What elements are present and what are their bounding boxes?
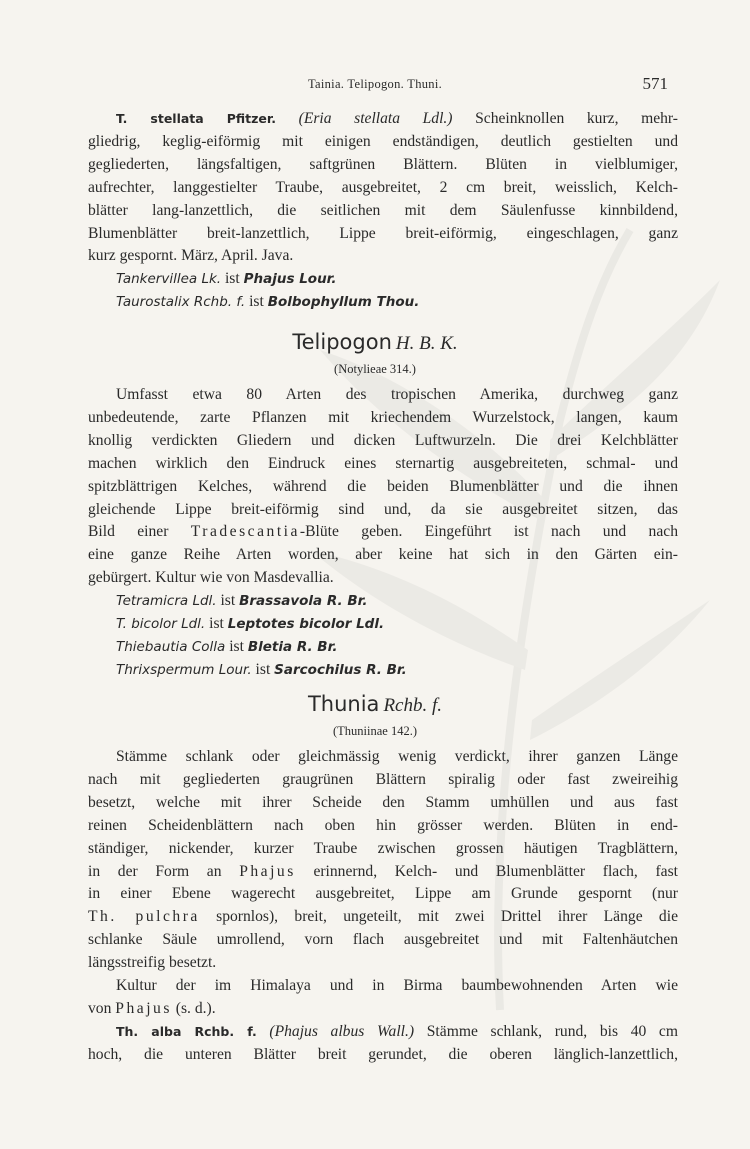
- text-line: Stämme schlank oder gleichmässig wenig verdickt, ihrer ganzen Länge: [116, 748, 678, 765]
- genus-author: Rchb. f.: [383, 695, 443, 716]
- text-line: Blumenblätter breit-lanzettlich, Lippe breit-eiförmig, eingeschlagen, ganz: [88, 224, 678, 242]
- text-fragment: spornlos), breit, ungeteilt, mit zwei Drittel ihrer Länge die: [199, 908, 678, 926]
- text-line: Umfasst etwa 80 Arten des tropischen Amerika, durchweg ganz: [116, 386, 678, 403]
- ref-ist: ist: [216, 592, 240, 610]
- text-fragment: (s. d.).: [171, 999, 216, 1017]
- ref-genus: Tetramicra Ldl.: [116, 593, 217, 610]
- ref-target: Bolbophyllum Thou.: [267, 294, 420, 311]
- text-line: [88, 1021, 678, 1044]
- page-number: 571: [642, 74, 668, 93]
- genus-spaced: Phajus: [239, 862, 296, 880]
- text-line: [88, 906, 678, 929]
- ref-target: Leptotes bicolor Ldl.: [227, 616, 385, 633]
- text-line: unbedeutende, zarte Pflanzen mit kriechendem Wurzelstock, langen, kaum: [88, 408, 678, 426]
- genus-author: H. B. K.: [395, 333, 458, 354]
- ref-genus: Thrixspermum Lour.: [116, 661, 252, 678]
- text-line: spitzblättrigen Kelches, während die beiden Blumenblätter und die ihnen: [88, 477, 678, 495]
- genus-heading-telipogon: [0, 330, 750, 355]
- text-line: aufrechter, langgestielter Traube, ausgebreitet, 2 cm breit, weisslich, Kelch-: [88, 178, 678, 196]
- ref-target: Bletia R. Br.: [247, 638, 338, 655]
- ref-ist: ist: [205, 615, 228, 633]
- synonym-reference: [88, 636, 678, 659]
- text-fragment: erinnernd, Kelch- und Blumenblätter flach, fast: [295, 862, 678, 880]
- tribe-reference: (Notylieae 314.): [334, 362, 416, 376]
- synonym-reference: [88, 291, 678, 314]
- genus-spaced: Tradescantia: [190, 523, 300, 541]
- telipogon-description: [88, 384, 678, 682]
- text-line: gleichende Lippe breit-eiförmig sind und, da sie ausgebreitet sitzen, das: [88, 500, 678, 518]
- text-line: gliedrig, keglig-eiförmig mit einigen endständigen, deutlich gestielten und: [88, 132, 678, 150]
- ref-target: Sarcochilus R. Br.: [274, 661, 407, 678]
- text-line: [88, 998, 678, 1021]
- text-line: kurz gespornt. März, April. Java.: [88, 247, 294, 265]
- stellata-entry: [88, 108, 678, 314]
- text-fragment: in der Form an: [88, 862, 240, 880]
- genus-heading-thunia: [0, 692, 750, 717]
- ref-genus: T. bicolor Ldl.: [116, 616, 206, 633]
- species-name: T. stellata Pfitzer.: [116, 111, 277, 126]
- text-fragment: Scheinknollen kurz, mehr-: [452, 110, 678, 127]
- text-line: ständiger, nickender, kurzer Traube zwischen grossen häutigen Tragblättern,: [88, 839, 678, 857]
- genus-spaced: Phajus: [115, 999, 172, 1017]
- running-head-title: Tainia. Telipogon. Thuni.: [307, 77, 443, 91]
- text-line: gegliederten, längsfaltigen, saftgrünen Blättern. Blüten in vielblumiger,: [88, 155, 678, 173]
- text-line: längsstreifig besetzt.: [88, 954, 217, 972]
- synonym: (Phajus albus Wall.): [269, 1022, 415, 1040]
- synonym: (Eria stellata Ldl.): [298, 110, 453, 127]
- text-line: blätter lang-lanzettlich, die seitlichen mit dem Säulenfusse kinnbildend,: [88, 201, 678, 219]
- ref-ist: ist: [225, 637, 248, 655]
- text-line: [88, 861, 678, 884]
- text-line: Kultur der im Himalaya und in Birma baumbewohnenden Arten wie: [116, 977, 678, 995]
- ref-genus: Tankervillea Lk.: [116, 271, 222, 288]
- ref-ist: ist: [221, 270, 244, 288]
- ref-genus: Taurostalix Rchb. f.: [116, 294, 246, 311]
- synonym-reference: [88, 613, 678, 636]
- species-spaced: Th. pulchra: [88, 908, 200, 926]
- text-fragment: von: [88, 999, 116, 1017]
- tribe-reference: (Thuniinae 142.): [332, 724, 417, 738]
- genus-name: Telipogon: [292, 330, 392, 354]
- text-fragment: Bild einer: [88, 523, 191, 541]
- species-name: Th. alba Rchb. f.: [116, 1023, 257, 1039]
- ref-target: Brassavola R. Br.: [239, 593, 368, 610]
- text-fragment: -Blüte geben. Eingeführt ist nach und nach: [299, 523, 678, 541]
- text-line: knollig verdickten Gliedern und dicken Luftwurzeln. Die drei Kelchblätter: [88, 431, 678, 449]
- text-line: reinen Scheidenblättern nach oben hin grösser werden. Blüten in end-: [88, 816, 678, 834]
- synonym-reference: [88, 590, 678, 613]
- text-line: [88, 108, 678, 131]
- text-fragment: Stämme schlank, rund, bis 40 cm: [414, 1022, 678, 1040]
- text-line: gebürgert. Kultur wie von Masdevallia.: [88, 569, 334, 587]
- text-line: hoch, die unteren Blätter breit gerundet, die oberen länglich-lanzettlich,: [88, 1045, 678, 1063]
- ref-target: Phajus Lour.: [243, 271, 337, 288]
- thunia-description: [88, 746, 678, 1067]
- text-line: [88, 521, 678, 544]
- synonym-reference: [88, 268, 678, 291]
- synonym-reference: [88, 659, 678, 682]
- ref-ist: ist: [245, 293, 268, 311]
- running-head: [0, 74, 750, 94]
- text-line: nach mit gegliederten graugrünen Blättern spiralig oder fast zweireihig: [88, 770, 678, 788]
- text-line: schlanke Säule umrollend, vorn flach ausgebreitet und mit Faltenhäutchen: [88, 931, 678, 949]
- text-line: in einer Ebene wagerecht ausgebreitet, Lippe am Grunde gespornt (nur: [88, 885, 678, 903]
- ref-ist: ist: [251, 660, 275, 678]
- text-line: machen wirklich den Eindruck eines sternartig ausgebreiteten, schmal- und: [88, 454, 678, 472]
- ref-genus: Thiebautia Colla: [116, 638, 226, 655]
- genus-name: Thunia: [307, 692, 380, 716]
- text-line: besetzt, welche mit ihrer Scheide den Stamm umhüllen und aus fast: [88, 793, 678, 811]
- text-line: eine ganze Reihe Arten worden, aber keine hat sich in den Gärten ein-: [88, 546, 678, 564]
